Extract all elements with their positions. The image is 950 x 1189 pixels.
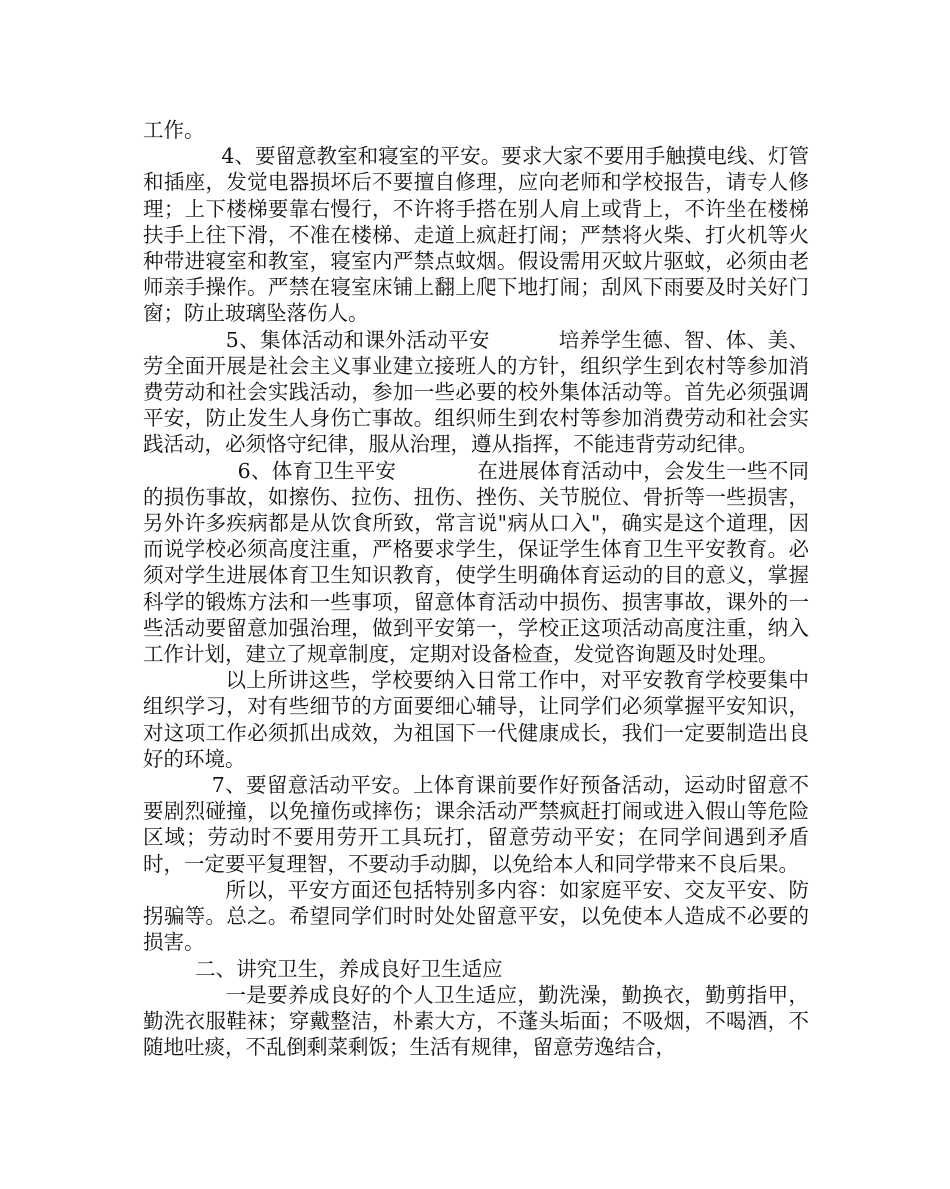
paragraph-safety-conclusion: 所以，平安方面还包括特别多内容：如家庭平安、交友平安、防拐骗等。总之。希望同学们时时处处留意平安，以免使本人造成不必要的损害。 — [143, 877, 810, 955]
paragraph-classroom-dorm-safety: 4、要留意教室和寝室的平安。要求大家不要用手触摸电线、灯管和插座，发觉电器损坏后不要擅自修理，应向老师和学校报告，请专人修理；上下楼梯要靠右慢行，不许将手搭在别人肩上或背上，不许坐在楼梯扶手上往下滑，不准在楼梯、走道上疯赶打闹；严禁将火柴、打火机等火种带进寝室和教室，寝室内严禁点蚊烟。假设需用灭蚊片驱蚊，必须由老师亲手操作。严禁在寝室床铺上翻上爬下地打闹；刮风下雨要及时关好门窗；防止玻璃坠落伤人。 — [143, 144, 809, 326]
paragraph-school-summary: 以上所讲这些，学校要纳入日常工作中，对平安教育学校要集中组织学习，对有些细节的方面要细心辅导，让同学们必须掌握平安知识，对这项工作必须抓出成效，为祖国下一代健康成长，我们一定要制造出良好的环境。 — [143, 668, 810, 771]
document-body — [143, 117, 809, 1060]
paragraph-sports-health-safety: 6、体育卫生平安 在进展体育活动中，会发生一些不同的损伤事故，如擦伤、拉伤、扭伤、挫伤、关节脱位、骨折等一些损害，另外许多疾病都是从饮食所致，常言说"病从口入"，确实是这个道理，因而说学校必须高度注重，严格要求学生，保证学生体育卫生平安教育。必须对学生进展体育卫生知识教育，使学生明确体育运动的目的意义，掌握科学的锻炼方法和一些事项，留意体育活动中损伤、损害事故，课外的一些活动要留意加强治理，做到平安第一，学校正这项活动高度注重，纳入工作计划，建立了规章制度，定期对设备检查，发觉咨询题及时处理。 — [143, 458, 809, 667]
paragraph-group-activity-safety: 5、集体活动和课外活动平安 培养学生德、智、体、美、劳全面开展是社会主义事业建立接班人的方针，组织学生到农村等参加消费劳动和社会实践活动，参加一些必要的校外集体活动等。首先必须强调平安，防止发生人身伤亡事故。组织师生到农村等参加消费劳动和社会实践活动，必须恪守纪律，服从治理，遵从指挥，不能违背劳动纪律。 — [143, 327, 809, 457]
paragraph-activity-safety: 7、要留意活动平安。上体育课前要作好预备活动，运动时留意不要剧烈碰撞，以免撞伤或摔伤；课余活动严禁疯赶打闹或进入假山等危险区域；劳动时不要用劳开工具玩打，留意劳动平安；在同学间遇到矛盾时，一定要平复理智，不要动手动脚，以免给本人和同学带来不良后果。 — [143, 773, 809, 876]
paragraph-personal-hygiene: 一是要养成良好的个人卫生适应，勤洗澡，勤换衣，勤剪指甲，勤洗衣服鞋袜；穿戴整洁，朴素大方，不蓬头垢面；不吸烟，不喝酒，不随地吐痰，不乱倒剩菜剩饭；生活有规律，留意劳逸结合， — [143, 982, 810, 1060]
paragraph-continuation: 工作。 — [143, 118, 205, 142]
section-heading-hygiene: 二、讲究卫生，养成良好卫生适应 — [143, 956, 503, 981]
